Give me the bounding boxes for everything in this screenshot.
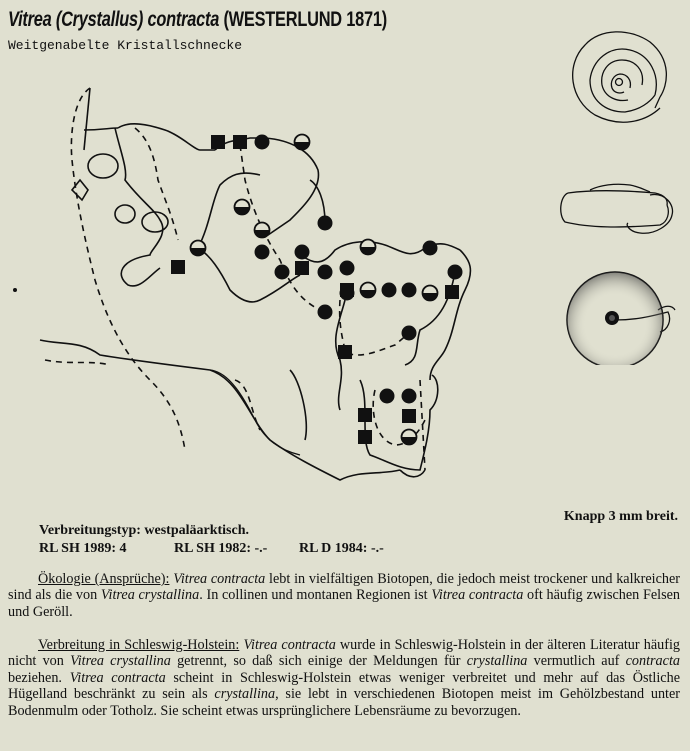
text-run: , sie lebt in verschiedenen Biotopen meist im Gehölzbestand unter Bodenmulm oder Totholz. Sie scheint etwas ursprünglichere Lebensräume zu bevorzugen.: [8, 686, 681, 719]
record-half-circle-icon: [402, 430, 417, 445]
species-title: [8, 8, 387, 32]
species-name: contracta: [625, 653, 680, 670]
record-square-icon: [358, 430, 372, 444]
record-full-circle-icon: [382, 283, 397, 298]
text-run: oft häufig zwischen Felsen und Geröll.: [8, 587, 681, 620]
record-full-circle-icon: [448, 265, 463, 280]
species-name: Vitrea contracta: [173, 571, 266, 587]
record-square-icon: [233, 135, 247, 149]
record-full-circle-icon: [402, 283, 417, 298]
species-name: Vitrea contracta: [69, 669, 166, 686]
record-square-icon: [211, 135, 225, 149]
record-square-icon: [402, 409, 416, 423]
record-square-icon: [340, 283, 354, 297]
record-square-icon: [358, 408, 372, 422]
record-square-icon: [171, 260, 185, 274]
distribution-paragraph: [8, 637, 680, 719]
species-name: Vitrea contracta: [431, 587, 524, 604]
record-full-circle-icon: [318, 216, 333, 231]
ecology-heading: Ökologie (Ansprüche):: [38, 571, 170, 587]
red-list-entry: RL D 1984: -.-: [299, 541, 384, 556]
text-run: lebt in vielfältigen Biotopen, die jedoch meist trockener und kalkreicher sind als die von: [8, 571, 681, 604]
species: contracta: [147, 8, 220, 31]
record-full-circle-icon: [275, 265, 290, 280]
species-name: Vitrea crystallina: [70, 653, 171, 670]
species-name: crystallina: [214, 686, 276, 703]
text-run: getrennt, so daß sich einige der Meldungen für: [170, 653, 467, 670]
species-name: crystallina: [466, 653, 528, 670]
margin-dot: [13, 288, 17, 292]
record-full-circle-icon: [295, 245, 310, 260]
text-run: scheint in Schleswig-Holstein etwas weniger verbreitet und mehr auf das Östliche Hügelland beschränkt zu sein als: [8, 669, 680, 703]
record-full-circle-icon: [340, 261, 355, 276]
subgenus: (Crystallus): [55, 8, 144, 31]
species-name: Vitrea contracta: [243, 637, 336, 653]
record-half-circle-icon: [295, 135, 310, 150]
record-square-icon: [338, 345, 352, 359]
text-run: beziehen.: [8, 669, 70, 686]
species-name: Vitrea crystallina: [100, 587, 200, 604]
distribution-type: Verbreitungstyp: westpaläarktisch.: [39, 523, 250, 538]
red-list-entry: RL SH 1982: -.-: [174, 541, 268, 556]
distribution-map: [0, 60, 540, 510]
record-half-circle-icon: [423, 286, 438, 301]
text-run: . In collinen und montanen Regionen ist: [199, 587, 432, 604]
red-list-row: [39, 541, 419, 559]
record-half-circle-icon: [235, 200, 250, 215]
record-half-circle-icon: [191, 241, 206, 256]
record-full-circle-icon: [255, 245, 270, 260]
text-run: vermutlich auf: [527, 653, 626, 670]
text-run: wurde in Schleswig-Holstein in der älteren Literatur häufig nicht von: [8, 637, 680, 670]
record-half-circle-icon: [361, 240, 376, 255]
record-full-circle-icon: [255, 135, 270, 150]
record-full-circle-icon: [402, 326, 417, 341]
record-square-icon: [295, 261, 309, 275]
red-list-entry: RL SH 1989: 4: [39, 541, 127, 556]
record-full-circle-icon: [402, 389, 417, 404]
common-name: Weitgenabelte Kristallschnecke: [8, 38, 243, 53]
genus: Vitrea: [8, 8, 52, 31]
record-full-circle-icon: [423, 241, 438, 256]
record-full-circle-icon: [318, 265, 333, 280]
shell-top-view-icon: [573, 32, 667, 122]
shell-illustrations: [550, 15, 685, 365]
record-square-icon: [445, 285, 459, 299]
record-full-circle-icon: [318, 305, 333, 320]
shell-side-view-icon: [561, 184, 673, 233]
size-note: Knapp 3 mm breit.: [563, 509, 678, 524]
meta-block: [39, 523, 419, 559]
author-year: (WESTERLUND 1871): [223, 8, 387, 31]
record-full-circle-icon: [380, 389, 395, 404]
record-half-circle-icon: [255, 223, 270, 238]
record-half-circle-icon: [361, 283, 376, 298]
ecology-paragraph: [8, 571, 680, 620]
distribution-heading: Verbreitung in Schleswig-Holstein:: [38, 637, 240, 653]
